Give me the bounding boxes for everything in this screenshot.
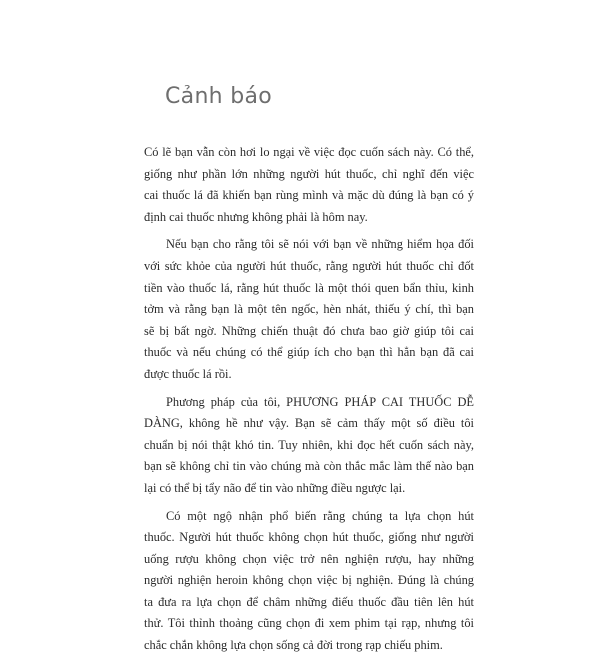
paragraph	[144, 506, 474, 657]
text-line: sẽ bị bất ngờ. Những chiến thuật đó chưa bao giờ giúp tôi cai	[144, 323, 474, 338]
paragraph	[144, 392, 474, 500]
text-line: được thuốc lá rồi.	[144, 366, 232, 381]
text-line: chắc chắn không lựa chọn sống cả đời trong rạp chiếu phim.	[144, 638, 443, 653]
text-line: thuốc. Người hút thuốc không chọn hút thuốc, giống như người	[144, 530, 474, 545]
text-line: tởm và rằng bạn là một tên ngốc, hèn nhát, thiếu ý chí, thì bạn	[144, 302, 474, 317]
text-line: người nghiện heroin không chọn việc bị nghiện. Đúng là chúng	[144, 573, 474, 588]
text-line: Nếu bạn cho rằng tôi sẽ nói với bạn về những hiểm họa đối	[166, 237, 474, 252]
text-line: định cai thuốc nhưng không phải là hôm nay.	[144, 209, 368, 224]
chapter-heading: Cảnh báo	[165, 84, 273, 109]
text-line: với sức khỏe của người hút thuốc, rằng người hút thuốc chỉ đốt	[144, 258, 474, 273]
text-line: bạn sẽ không chỉ tin vào chúng mà còn thắc mắc làm thế nào bạn	[144, 459, 474, 474]
text-line: DÀNG, không hề như vậy. Bạn sẽ cảm thấy một số điều tôi	[144, 416, 474, 431]
text-line: giống như phần lớn những người hút thuốc, chỉ nghĩ đến việc	[144, 166, 474, 181]
text-line: cai thuốc lá đã khiến bạn rùng mình và mặc dù đúng là bạn có ý	[144, 188, 474, 203]
paragraph	[144, 234, 474, 385]
text-line: tiền vào thuốc lá, rằng hút thuốc là một thói quen bẩn thỉu, kinh	[144, 280, 474, 295]
text-line: lại có thể bị tẩy não để tin vào những điều ngược lại.	[144, 480, 406, 495]
text-line: thử. Tôi thỉnh thoảng cũng chọn đi xem phim tại rạp, nhưng tôi	[144, 616, 474, 631]
text-line: Có lẽ bạn vẫn còn hơi lo ngại về việc đọc cuốn sách này. Có thể,	[144, 145, 474, 159]
text-line: ta đưa ra lựa chọn để châm những điếu thuốc đầu tiên lên hút	[144, 594, 474, 609]
text-line: thuốc và nếu chúng có thể giúp ích cho bạn thì hẳn bạn đã cai	[144, 345, 474, 360]
body-text	[144, 142, 474, 663]
text-line: chuẩn bị nói thật khó tin. Tuy nhiên, khi đọc hết cuốn sách này,	[144, 437, 474, 452]
paragraph	[144, 142, 474, 228]
text-line: Phương pháp của tôi, PHƯƠNG PHÁP CAI THUỐC DỄ	[166, 394, 474, 409]
text-line: Có một ngộ nhận phổ biến rằng chúng ta lựa chọn hút	[166, 508, 474, 523]
text-line: uống rượu không chọn việc trở nên nghiện rượu, hay những	[144, 551, 474, 566]
